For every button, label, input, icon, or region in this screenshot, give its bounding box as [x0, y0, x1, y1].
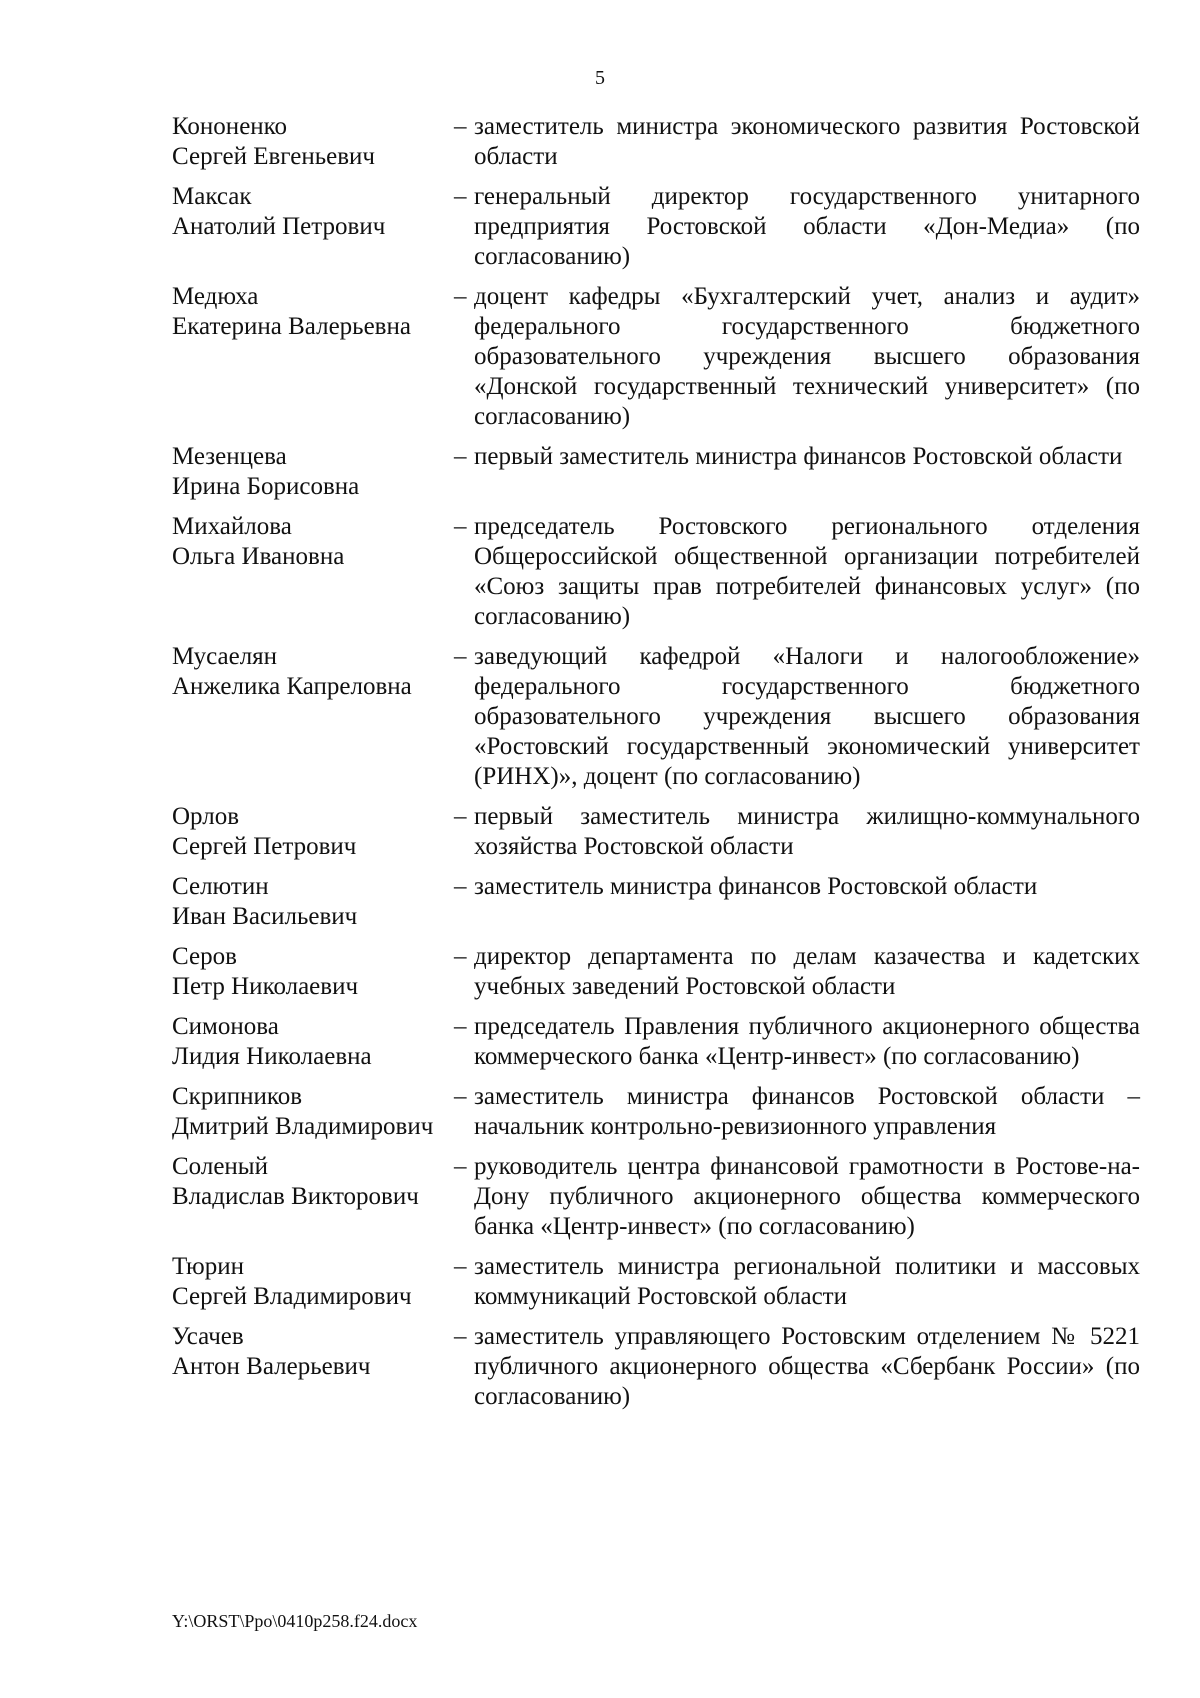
member-position: заместитель министра финансов Ростовской области — [474, 873, 1038, 900]
member-dash: – — [454, 943, 467, 970]
member-name: Максак Анатолий Петрович — [172, 183, 386, 240]
page-number: 5 — [595, 67, 605, 89]
member-dash: – — [454, 1153, 467, 1180]
member-row — [172, 442, 1140, 502]
member-position: заместитель министра экономического развития Ростовской области — [474, 113, 1140, 170]
member-dash: – — [454, 1323, 467, 1350]
member-name: Соленый Владислав Викторович — [172, 1153, 419, 1210]
member-name: Мезенцева Ирина Борисовна — [172, 443, 360, 500]
member-dash: – — [454, 113, 467, 140]
member-row — [172, 872, 1140, 932]
member-position: первый заместитель министра жилищно-коммунального хозяйства Ростовской области — [474, 803, 1140, 860]
member-row — [172, 1322, 1140, 1412]
member-row — [172, 942, 1140, 1002]
member-dash: – — [454, 873, 467, 900]
member-row — [172, 512, 1140, 632]
member-position: председатель Правления публичного акционерного общества коммерческого банка «Центр-инвест» (по согласованию) — [474, 1013, 1140, 1070]
member-position: заместитель министра финансов Ростовской области – начальник контрольно-ревизионного управления — [474, 1083, 1140, 1140]
member-list — [172, 112, 1140, 1422]
member-row — [172, 1252, 1140, 1312]
footer-file-path: Y:\ORST\Ppo\0410p258.f24.docx — [172, 1611, 418, 1631]
member-dash: – — [454, 443, 467, 470]
member-name: Медюха Екатерина Валерьевна — [172, 283, 411, 340]
member-row — [172, 1082, 1140, 1142]
member-position: руководитель центра финансовой грамотности в Ростове-на-Дону публичного акционерного общества коммерческого банка «Центр-инвест» (по согласованию) — [474, 1153, 1140, 1240]
member-name: Усачев Антон Валерьевич — [172, 1323, 371, 1380]
member-name: Скрипников Дмитрий Владимирович — [172, 1083, 434, 1140]
member-name: Орлов Сергей Петрович — [172, 803, 357, 860]
member-position: доцент кафедры «Бухгалтерский учет, анализ и аудит» федерального государственного бюджетного образовательного учреждения высшего образования «Донской государственный технический университет» (по согласованию) — [474, 283, 1140, 430]
member-row — [172, 282, 1140, 432]
member-position: председатель Ростовского регионального отделения Общероссийской общественной организации потребителей «Союз защиты прав потребителей финансовых услуг» (по согласованию) — [474, 513, 1140, 630]
member-name: Симонова Лидия Николаевна — [172, 1013, 372, 1070]
member-name: Серов Петр Николаевич — [172, 943, 359, 1000]
member-dash: – — [454, 183, 467, 210]
member-name: Кононенко Сергей Евгеньевич — [172, 113, 375, 170]
member-position: первый заместитель министра финансов Ростовской области — [474, 443, 1123, 470]
member-row — [172, 1152, 1140, 1242]
member-dash: – — [454, 513, 467, 540]
member-dash: – — [454, 803, 467, 830]
member-position: генеральный директор государственного унитарного предприятия Ростовской области «Дон-Медиа» (по согласованию) — [474, 183, 1140, 270]
member-position: директор департамента по делам казачества и кадетских учебных заведений Ростовской области — [474, 943, 1140, 1000]
member-name: Селютин Иван Васильевич — [172, 873, 358, 930]
member-dash: – — [454, 1083, 467, 1110]
member-row — [172, 182, 1140, 272]
member-dash: – — [454, 643, 467, 670]
member-row — [172, 1012, 1140, 1072]
member-name: Михайлова Ольга Ивановна — [172, 513, 345, 570]
member-dash: – — [454, 1013, 467, 1040]
member-row — [172, 802, 1140, 862]
member-dash: – — [454, 1253, 467, 1280]
member-position: заместитель управляющего Ростовским отделением № 5221 публичного акционерного общества «Сбербанк России» (по согласованию) — [474, 1323, 1140, 1410]
member-dash: – — [454, 283, 467, 310]
member-position: заместитель министра региональной политики и массовых коммуникаций Ростовской области — [474, 1253, 1140, 1310]
member-name: Мусаелян Анжелика Капреловна — [172, 643, 412, 700]
member-position: заведующий кафедрой «Налоги и налогообложение» федерального государственного бюджетного образовательного учреждения высшего образования «Ростовский государственный экономический университет (РИНХ)», доцент (по согласованию) — [474, 643, 1140, 790]
member-row — [172, 112, 1140, 172]
member-name: Тюрин Сергей Владимирович — [172, 1253, 412, 1310]
member-row — [172, 642, 1140, 792]
